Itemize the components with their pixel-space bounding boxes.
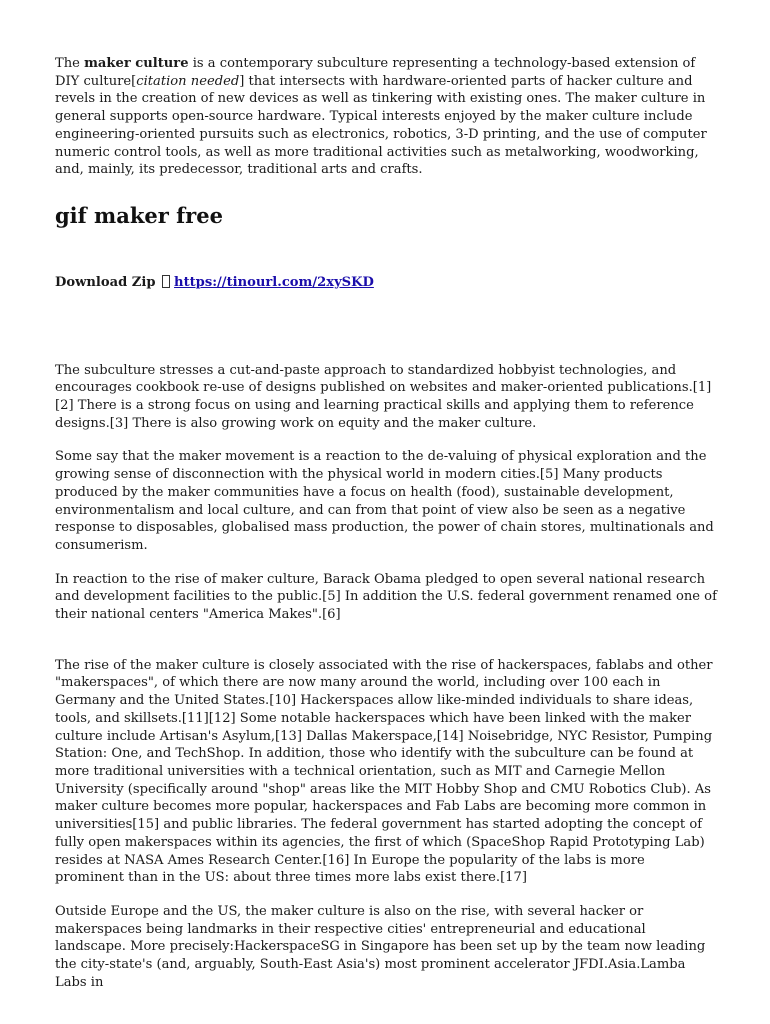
intro-mid: is a contemporary subculture representing a technology-based extension of DIY culture[	[55, 56, 696, 89]
body-paragraph-2: Some say that the maker movement is a reaction to the de-valuing of physical exploration and the growing sense of disconnection with the physical world in modern cities.[5] Many products produced by the maker communities have a focus on health (food), sustainable development, environmentalism and local culture, and can from that point of view also be seen as a negative response to disposables, globalised mass production, the power of chain stores, multinationals and consumerism.	[55, 449, 714, 553]
missing-glyph-icon	[162, 275, 170, 288]
download-label: Download Zip	[55, 274, 156, 290]
body-paragraph-1: The subculture stresses a cut-and-paste approach to standardized hobbyist technologies, and encourages cookbook re-use of designs published on websites and maker-oriented publications.[1][2] There is a strong focus on using and learning practical skills and applying them to reference designs.[3] There is also growing work on equity and the maker culture.	[55, 362, 712, 431]
body-paragraph-5: Outside Europe and the US, the maker culture is also on the rise, with several hacker or makerspaces being landmarks in their respective cities' entrepreneurial and educational landscape. More precisely:HackerspaceSG in Singapore has been set up by the team now leading the city-state's (and, arguably, South-East Asia's) most prominent accelerator JFDI.Asia.Lamba Labs in	[55, 903, 706, 990]
page-title: gif maker free	[55, 202, 223, 228]
intro-post: ] that intersects with hardware-oriented parts of hacker culture and revels in the creation of new devices as well as tinkering with existing ones. The maker culture in general supports open-source hardware. Typical interests enjoyed by the maker culture include engineering-oriented pursuits such as electronics, robotics, 3-D printing, and the use of computer numeric control tools, as well as more traditional activities such as metalworking, woodworking, and, mainly, its predecessor, traditional arts and crafts.	[55, 73, 707, 178]
intro-citation: citation needed	[136, 73, 240, 89]
intro-bold-term: maker culture	[84, 56, 189, 71]
download-link[interactable]: https://tinourl.com/2xySKD	[174, 274, 374, 290]
body-paragraph-3: In reaction to the rise of maker culture, Barack Obama pledged to open several national research and development facilities to the public.[5] In addition the U.S. federal government renamed one of their national centers "America Makes".[6]	[55, 571, 717, 623]
document-content	[55, 55, 717, 991]
download-line	[55, 274, 717, 292]
intro-paragraph	[55, 55, 717, 179]
body-paragraph-4: The rise of the maker culture is closely associated with the rise of hackerspaces, fablabs and other "makerspaces", of which there are now many around the world, including over 100 each in Germany and the United States.[10] Hackerspaces allow like-minded individuals to share ideas, tools, and skillsets.[11][12] Some notable hackerspaces which have been linked with the maker culture include Artisan's Asylum,[13] Dallas Makerspace,[14] Noisebridge, NYC Resistor, Pumping Station: One, and TechShop. In addition, those who identify with the subculture can be found at more traditional universities with a technical orientation, such as MIT and Carnegie Mellon University (specifically around "shop" areas like the MIT Hobby Shop and CMU Robotics Club). As maker culture becomes more popular, hackerspaces and Fab Labs are becoming more common in universities[15] and public libraries. The federal government has started adopting the concept of fully open makerspaces within its agencies, the first of which (SpaceShop Rapid Prototyping Lab) resides at NASA Ames Research Center.[16] In Europe the popularity of the labs is more prominent than in the US: about three times more labs exist there.[17]	[55, 657, 713, 886]
intro-pre: The	[55, 56, 85, 71]
